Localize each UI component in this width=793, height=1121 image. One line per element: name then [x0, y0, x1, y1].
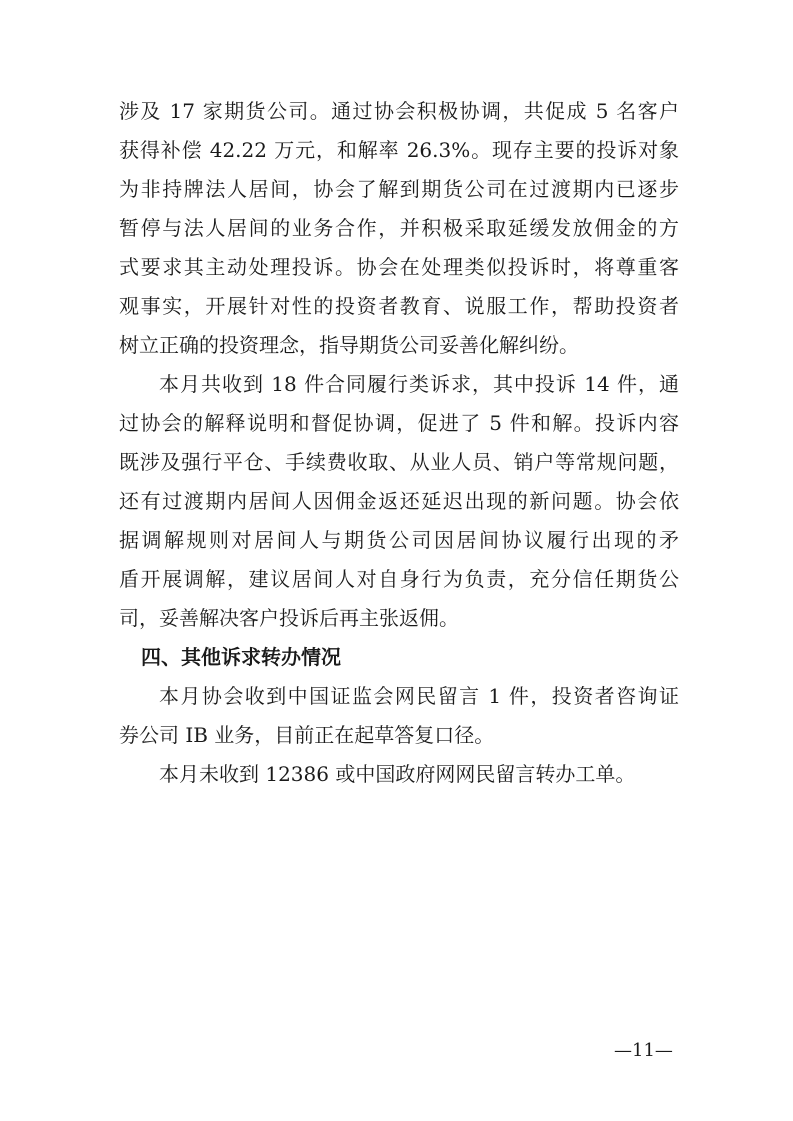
document-body — [119, 92, 679, 794]
paragraph-complaint-summary — [119, 92, 679, 365]
text-line: 还有过渡期内居间人因佣金返还延迟出现的新问题。协会依 — [119, 489, 679, 513]
text-line: 过协会的解释说明和督促协调，促进了 5 件和解。投诉内容 — [119, 411, 679, 435]
text-line: 获得补偿 42.22 万元，和解率 26.3%。现存主要的投诉对象 — [119, 138, 679, 162]
section-heading: 四、其他诉求转办情况 — [141, 645, 341, 669]
text-line: 观事实，开展针对性的投资者教育、说服工作，帮助投资者 — [119, 294, 679, 318]
text-line: 式要求其主动处理投诉。协会在处理类似投诉时，将尊重客 — [119, 255, 679, 279]
text-line: 本月未收到 12386 或中国政府网网民留言转办工单。 — [159, 762, 636, 786]
text-line: 盾开展调解，建议居间人对自身行为负责，充分信任期货公 — [119, 567, 679, 591]
text-line: 树立正确的投资理念，指导期货公司妥善化解纠纷。 — [119, 333, 579, 357]
text-line: 本月协会收到中国证监会网民留言 1 件，投资者咨询证 — [159, 684, 679, 708]
text-line: 据调解规则对居间人与期货公司因居间协议履行出现的矛 — [119, 528, 679, 552]
text-line: 券公司 IB 业务，目前正在起草答复口径。 — [119, 723, 495, 747]
paragraph-contract-performance — [119, 365, 679, 638]
text-line: 涉及 17 家期货公司。通过协会积极协调，共促成 5 名客户 — [119, 99, 679, 123]
text-line: 既涉及强行平仓、手续费收取、从业人员、销户等常规问题， — [119, 450, 679, 474]
paragraph-12386-message — [119, 755, 679, 794]
page-number: —11— — [614, 1040, 673, 1061]
text-line: 司，妥善解决客户投诉后再主张返佣。 — [119, 606, 459, 630]
text-line: 本月共收到 18 件合同履行类诉求，其中投诉 14 件，通 — [159, 372, 679, 396]
text-line: 为非持牌法人居间，协会了解到期货公司在过渡期内已逐步 — [119, 177, 679, 201]
paragraph-csrc-message — [119, 677, 679, 755]
text-line: 暂停与法人居间的业务合作，并积极采取延缓发放佣金的方 — [119, 216, 679, 240]
